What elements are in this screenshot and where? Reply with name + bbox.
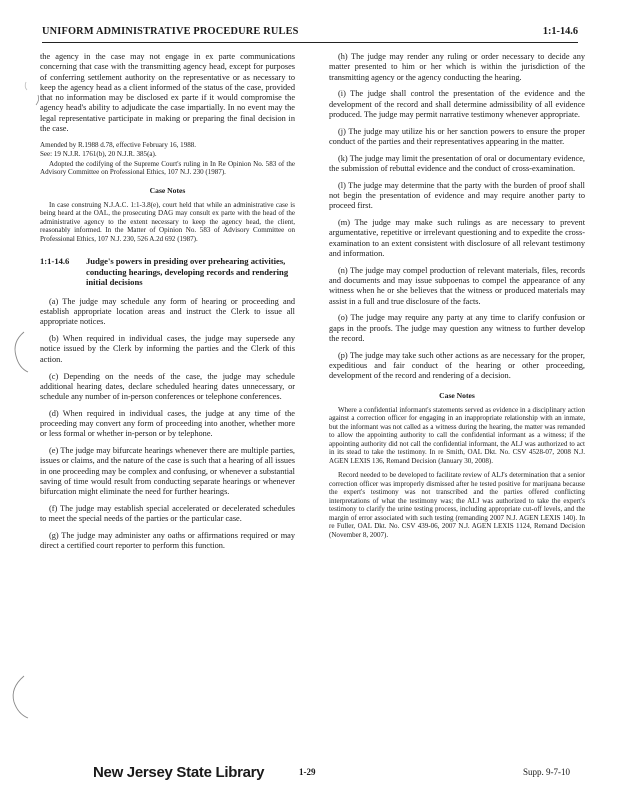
subsection-f: (f) The judge may establish special accelerated or decelerated schedules to meet the special needs of the parties or the particular case. xyxy=(40,504,295,524)
section-title: Judge's powers in presiding over prehearing activities, conducting hearings, developing records and rendering initial decisions xyxy=(86,256,289,288)
case-notes-heading: Case Notes xyxy=(149,185,186,195)
subsection-b: (b) When required in individual cases, the judge may supersede any notice issued by the Clerk by informing the parties and the Clerk of this action. xyxy=(40,334,295,364)
subsection-a: (a) The judge may schedule any form of hearing or proceeding and establish appropriate location areas and instruct the Clerk to issue all appropriate notices. xyxy=(40,296,295,327)
page-footer xyxy=(0,764,618,784)
subsection-m: (m) The judge may make such rulings as are necessary to prevent argumentative, repetitive or irrelevant questioning and to expedite the cross-examination to an extent consistent with disclosure of all relevant testimony and information. xyxy=(329,218,585,258)
subsection-h: (h) The judge may render any ruling or order necessary to decide any matter presented to him or her which is within the jurisdiction of the transmitting agency or the agency conducting the hearing. xyxy=(329,52,585,82)
supplement-date: Supp. 9-7-10 xyxy=(523,767,570,777)
subsection-d: (d) When required in individual cases, the judge at any time of the proceeding may convert any form of proceeding into another, whether more or less formal or whether in-person or by telephone. xyxy=(40,408,295,439)
subsection-j: (j) The judge may utilize his or her sanction powers to ensure the proper conduct of the parties and their representatives appearing in the matter. xyxy=(329,126,585,146)
section-number: 1:1-14.6 xyxy=(40,256,70,267)
subsection-g: (g) The judge may administer any oaths or affirmations required or may direct a certified court reporter to perform this function. xyxy=(40,531,295,551)
right-column xyxy=(329,52,585,545)
history-amended: Amended by R.1988 d.78, effective February 16, 1988. xyxy=(40,140,197,149)
subsection-c: (c) Depending on the needs of the case, the judge may schedule additional hearing dates, declare scheduled hearing dates unnecessary, or schedule any number of in-person conferences or telephone conferences. xyxy=(40,371,295,402)
binder-hole-mark xyxy=(10,328,32,378)
header-title: UNIFORM ADMINISTRATIVE PROCEDURE RULES xyxy=(42,26,299,37)
header-section-code: 1:1-14.6 xyxy=(542,26,578,37)
running-header xyxy=(42,26,578,43)
page-number: 1-29 xyxy=(299,767,316,777)
binder-hole-mark xyxy=(8,672,32,724)
case-notes-heading: Case Notes xyxy=(439,390,475,400)
history-adopted: Adopted the codifying of the Supreme Court's ruling in In Re Opinion No. 583 of the Advisory Committee on Professional Ethics, 107 N.J. 230 (1987). xyxy=(40,159,295,177)
section-heading xyxy=(40,256,295,288)
library-watermark: New Jersey State Library xyxy=(93,764,265,781)
subsection-l: (l) The judge may determine that the party with the burden of proof shall not begin the presentation of evidence and may require another party to proceed first. xyxy=(329,180,585,211)
case-note: Where a confidential informant's statements served as evidence in a disciplinary action against a correction officer for engaging in an inappropriate relationship with an inmate, but the informant was not called as a witness during the hearing, the matter was remanded to allow the appointing authority to call the confidential informant as a witness; if the appointing authority did not call the confidential informant, the ALJ was authorized to act in its stead to take the testimony. In re Smith, OAL Dkt. No. CSV 4528-07, 2008 N.J. AGEN LEXIS 136, Remand Decision (January 30, 2008). xyxy=(329,405,585,465)
subsection-i: (i) The judge shall control the presentation of the evidence and the development of the record and shall determine admissibility of all evidence produced. The judge may permit narrative testimony whenever appropriate. xyxy=(329,89,585,119)
subsection-o: (o) The judge may require any party at any time to clarify confusion or gaps in the proofs. The judge may question any witness to further develop the record. xyxy=(329,313,585,343)
history-see: See: 19 N.J.R. 1761(b), 20 N.J.R. 385(a). xyxy=(40,150,157,159)
subsection-e: (e) The judge may bifurcate hearings whenever there are multiple parties, issues or claims, and the nature of the case is such that a hearing of all issues in one proceeding may be complex and confusing, or whenever a substantial saving of time would result from conducting separate hearings or whenever bifurcation might eliminate the need for further hearings. xyxy=(40,446,295,497)
subsection-p: (p) The judge may take such other actions as are necessary for the proper, expeditious and fair conduct of the hearing or other proceeding, development of the record and rendering of a decision. xyxy=(329,350,585,381)
case-note: In case construing N.J.A.C. 1:1-3.8(e), court held that while an administrative case is being heard at the OAL, the prosecuting DAG may consult ex parte with the head of the administrative agency to the extent necessary to keep the agency head, the client, reasonably informed. In the Matter of Opinion No. 583 of Advisory Committee on Professional Ethics, 107 N.J. 230, 526 A.2d 692 (1987). xyxy=(40,200,295,243)
subsection-k: (k) The judge may limit the presentation of oral or documentary evidence, the submission of rebuttal evidence and the conduct of cross-examination. xyxy=(329,153,585,174)
left-column xyxy=(40,52,295,558)
case-note: Record needed to be developed to facilitate review of ALJ's determination that a senior correction officer was improperly dismissed after he tested positive for marijuana because the expert's testimony was not transcribed and the parties offered conflicting interpretations of what the testimony was; the ALJ was authorized to take the expert's testimony to clarify the urine testing process, including appropriate cut-off levels, and the margin of error associated with such testing (remanding 2007 N.J. AGEN LEXIS 140). In re Fuller, OAL Dkt. No. CSV 439-06, 2007 N.J. AGEN LEXIS 1124, Remand Decision (November 8, 2007). xyxy=(329,471,585,539)
continued-paragraph: the agency in the case may not engage in ex parte communications concerning that case with the transmitting agency head, except for purposes of conferring settlement authority on the representative or as necessary to keep the agency head as a client informed of the status of the case, provided that no information may be disclosed ex parte if it would compromise the agency head's ability to adjudicate the case impartially. In no event may the legal representative participate in making or preparing the final decision in the case. xyxy=(40,52,295,133)
subsection-n: (n) The judge may compel production of relevant materials, files, records and documents and may issue subpoenas to compel the appearance of any witness when he or she believes that the witness or produced materials may assist in a full and true disclosure of the facts. xyxy=(329,265,585,306)
